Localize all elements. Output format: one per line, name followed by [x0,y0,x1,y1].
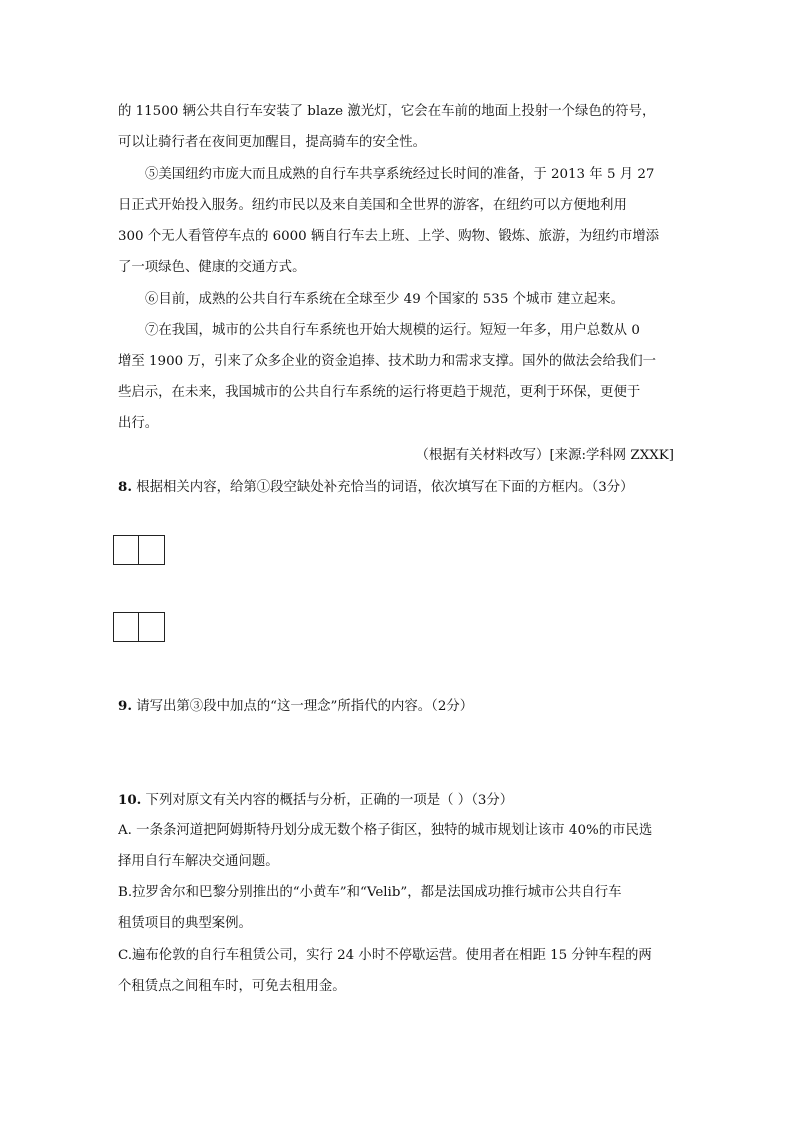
question-10 [118,790,678,811]
answer-box-group-2 [113,612,165,642]
answer-box-group-1 [113,535,165,565]
option-b-line: 租赁项目的典型案例。 [118,916,252,931]
text-line: ⑥目前，成熟的公共自行车系统在全球至少 49 个国家的 535 个城市 建立起来。 [145,292,624,307]
text-line: 些启示，在未来，我国城市的公共自行车系统的运行将更趋于规范，更利于环保，更便于 [118,385,641,400]
answer-box[interactable] [139,612,165,642]
text-line: 可以让骑行者在夜间更加醒目，提高骑车的安全性。 [118,135,426,150]
text-line: ⑤美国纽约市庞大而且成熟的自行车共享系统经过长时间的准备，于 2013 年 5 月 27 [145,167,655,182]
text-line: 增至 1900 万，引来了众多企业的资金追捧、技术助力和需求支撑。国外的做法会给我们一 [118,354,657,369]
text-line: 日正式开始投入服务。纽约市民以及来自美国和全世界的游客，在纽约可以方便地利用 [118,198,627,213]
text-line: ⑦在我国，城市的公共自行车系统也开始大规模的运行。短短一年多，用户总数从 0 [145,323,640,338]
source-note: （根据有关材料改写）[来源:学科网 ZXXK] [415,448,674,463]
question-number: 8. [118,479,132,495]
question-text: 请写出第③段中加点的“这一理念”所指代的内容。（2分） [131,699,474,714]
option-a-line: 择用自行车解决交通问题。 [118,854,279,869]
answer-box[interactable] [113,612,139,642]
text-line: 的 11500 辆公共自行车安装了 blaze 激光灯，它会在车前的地面上投射一个绿色的符号， [118,104,656,119]
option-a-line: A. 一条条河道把阿姆斯特丹划分成无数个格子街区，独特的城市规划让该市 40%的市民选 [118,823,653,838]
option-c-line: 个租赁点之间租车时，可免去租用金。 [118,979,346,994]
answer-box[interactable] [113,535,139,565]
question-text: 根据相关内容，给第①段空缺处补充恰当的词语，依次填写在下面的方框内。（3分） [131,480,634,495]
question-number: 9. [118,698,132,714]
question-8 [118,477,678,498]
text-line: 了一项绿色、健康的交通方式。 [118,260,306,275]
option-c-line: C.遍布伦敦的自行车租赁公司，实行 24 小时不停歇运营。使用者在相距 15 分钟车程的两 [118,948,652,963]
question-number: 10. [118,792,142,808]
text-line: 300 个无人看管停车点的 6000 辆自行车去上班、上学、购物、锻炼、旅游，为纽约市增添 [118,229,660,244]
text-line: 出行。 [118,416,159,431]
option-b-line: B.拉罗舍尔和巴黎分别推出的“小黄车”和“Velib”，都是法国成功推行城市公共自行车 [118,885,622,900]
question-9 [118,696,678,717]
answer-box[interactable] [139,535,165,565]
question-text: 下列对原文有关内容的概括与分析，正确的一项是（ ）（3分） [141,793,514,808]
